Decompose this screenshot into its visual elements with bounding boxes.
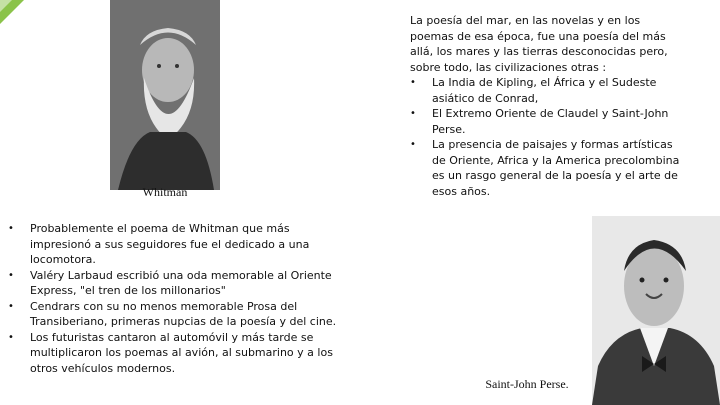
saint-john-perse-photo	[592, 216, 720, 405]
list-item: • Valéry Larbaud escribió una oda memorable al Oriente Express, "el tren de los millonarios"	[8, 268, 348, 299]
corner-accent-inner	[0, 0, 12, 12]
whitman-caption: Whitman	[142, 185, 188, 199]
whitman-photo	[110, 0, 220, 190]
left-bullet-list	[8, 221, 348, 376]
list-item: • La presencia de paisajes y formas artísticas de Oriente, Africa y la America precolombina es un rasgo general de la poesía y el arte de esos años.	[402, 137, 682, 199]
list-item: • Cendrars con su no menos memorable Prosa del Transiberiano, primeras nupcias de la poesía y del cine.	[8, 299, 348, 330]
list-item: • Los futuristas cantaron al automóvil y más tarde se multiplicaron los poemas al avión, al submarino y a los otros vehículos modernos.	[8, 330, 348, 377]
right-bullet-list	[402, 75, 682, 199]
list-item: • La India de Kipling, el África y el Sudeste asiático de Conrad,	[402, 75, 682, 106]
right-intro-text: La poesía del mar, en las novelas y en los poemas de esa época, fue una poesía del más allá, los mares y las tierras desconocidas pero, sobre todo, las civilizaciones otras :	[410, 14, 668, 74]
list-item: • El Extremo Oriente de Claudel y Saint-John Perse.	[402, 106, 682, 137]
list-item: • Probablemente el poema de Whitman que más impresionó a sus seguidores fue el dedicado a una locomotora.	[8, 221, 348, 268]
right-text-block	[402, 13, 682, 199]
left-text-block	[8, 221, 348, 376]
saint-john-perse-caption: Saint-John Perse.	[485, 377, 569, 391]
